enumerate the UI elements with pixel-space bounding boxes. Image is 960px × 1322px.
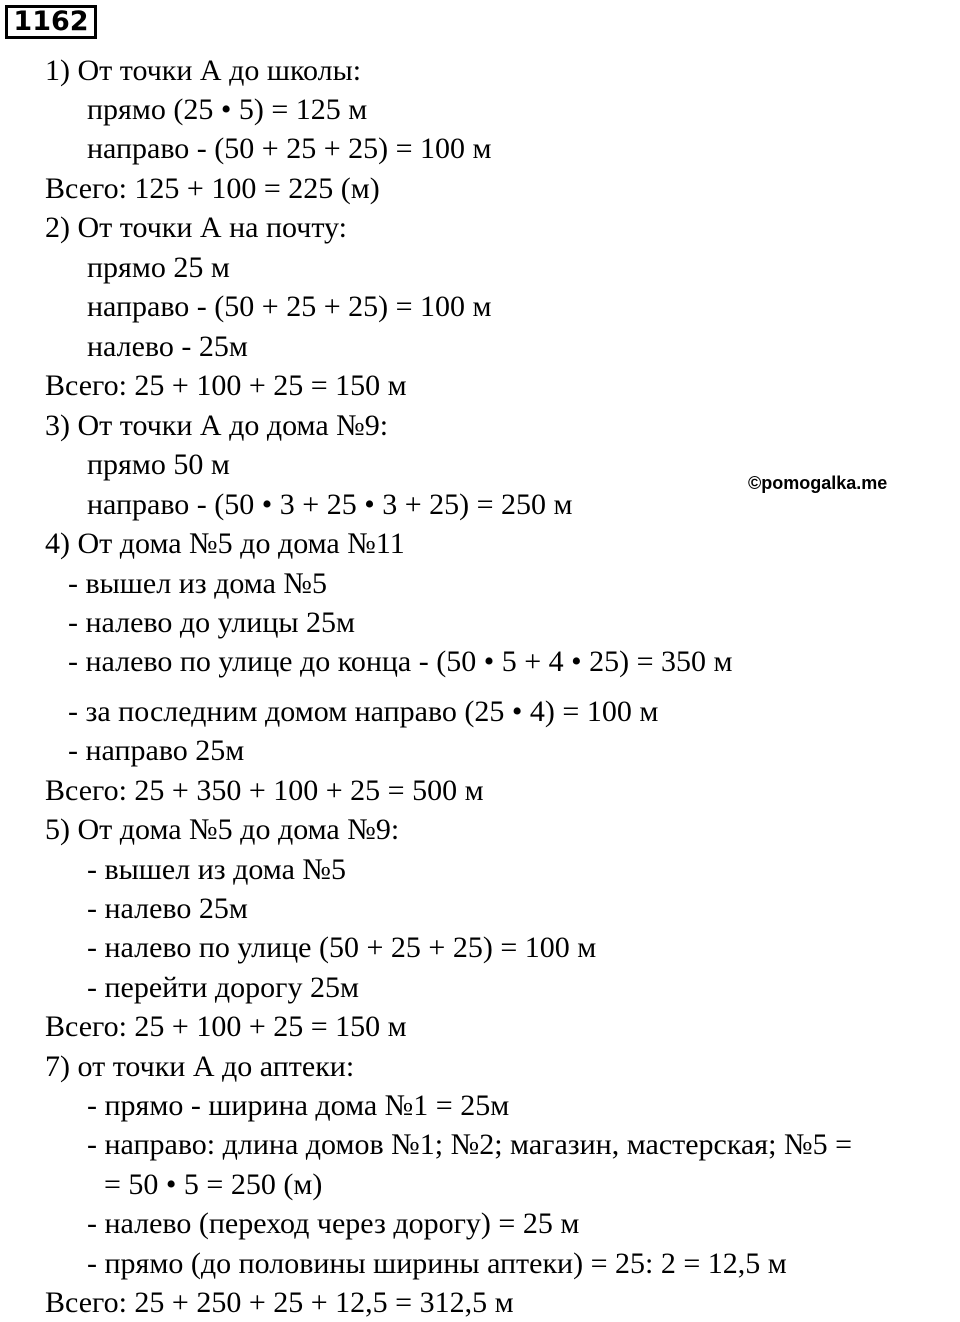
section-7-heading: 7) от точки А до аптеки:	[45, 1050, 355, 1083]
solution-line: направо - (50 + 25 + 25) = 100 м	[87, 290, 492, 323]
solution-line: прямо 50 м	[87, 448, 230, 481]
solution-line: - за последним домом направо (25 • 4) = 100 м	[68, 695, 659, 728]
solution-line: - перейти дорогу 25м	[87, 971, 359, 1004]
solution-line: прямо 25 м	[87, 251, 230, 284]
solution-line: - налево по улице (50 + 25 + 25) = 100 м	[87, 931, 597, 964]
solution-line: - прямо (до половины ширины аптеки) = 25: 2 = 12,5 м	[87, 1247, 787, 1280]
total-line: Всего: 25 + 350 + 100 + 25 = 500 м	[45, 774, 484, 807]
solution-line: - вышел из дома №5	[68, 567, 328, 600]
total-line: Всего: 125 + 100 = 225 (м)	[45, 172, 380, 205]
solution-line: - направо: длина домов №1; №2; магазин, мастерская; №5 =	[87, 1128, 852, 1161]
solution-line: = 50 • 5 = 250 (м)	[104, 1168, 323, 1201]
solution-line: - налево до улицы 25м	[68, 606, 356, 639]
solution-line: - вышел из дома №5	[87, 853, 347, 886]
solution-line: - прямо - ширина дома №1 = 25м	[87, 1089, 510, 1122]
solution-line: - направо 25м	[68, 734, 245, 767]
solution-line: направо - (50 + 25 + 25) = 100 м	[87, 132, 492, 165]
section-4-heading: 4) От дома №5 до дома №11	[45, 527, 405, 560]
watermark: ©pomogalka.me	[748, 473, 888, 493]
solution-line: направо - (50 • 3 + 25 • 3 + 25) = 250 м	[87, 488, 573, 521]
problem-number-box: 1162	[5, 5, 97, 39]
solution-line: налево - 25м	[87, 330, 248, 363]
total-line: Всего: 25 + 100 + 25 = 150 м	[45, 369, 407, 402]
total-line: Всего: 25 + 250 + 25 + 12,5 = 312,5 м	[45, 1286, 514, 1319]
solution-line: прямо (25 • 5) = 125 м	[87, 93, 368, 126]
solution-line: - налево по улице до конца - (50 • 5 + 4 • 25) = 350 м	[68, 645, 733, 678]
section-2-heading: 2) От точки А на почту:	[45, 211, 347, 244]
section-3-heading: 3) От точки А до дома №9:	[45, 409, 389, 442]
total-line: Всего: 25 + 100 + 25 = 150 м	[45, 1010, 407, 1043]
solution-line: - налево 25м	[87, 892, 248, 925]
section-5-heading: 5) От дома №5 до дома №9:	[45, 813, 400, 846]
section-1-heading: 1) От точки А до школы:	[45, 54, 362, 87]
solution-line: - налево (переход через дорогу) = 25 м	[87, 1207, 580, 1240]
